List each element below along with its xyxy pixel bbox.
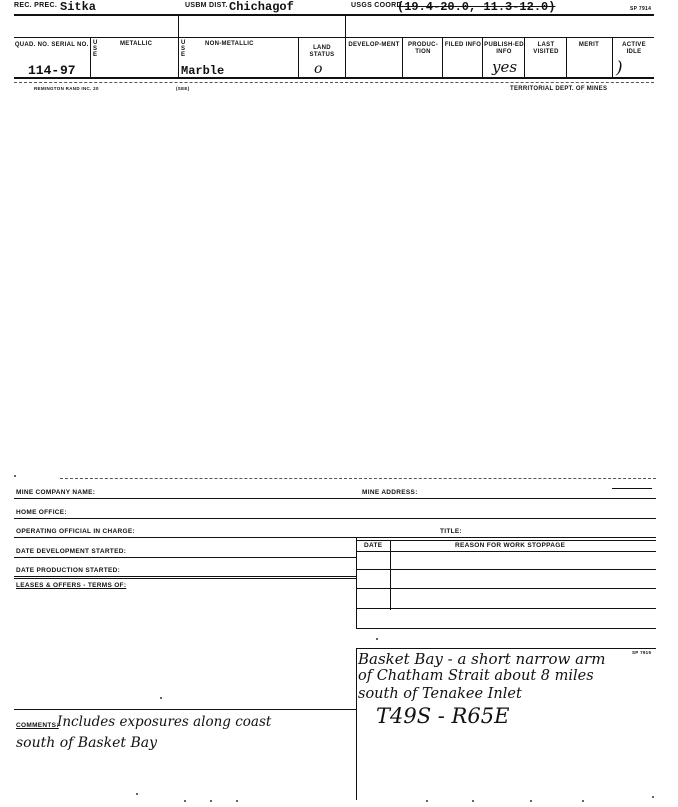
header-rule-bottom [14,77,654,79]
col-serial-header: SERIAL NO. [51,42,89,48]
reason-table-header-rule [356,551,656,552]
col-metallic-header: METALLIC [120,41,153,47]
home-office-label: HOME OFFICE: [16,509,67,516]
use-nonmetallic-marker: U S E [181,40,186,58]
rule-home-office [14,518,656,519]
reason-table-date-rule [390,540,391,610]
speck [160,697,162,699]
rec-prec-value: Sitka [60,0,97,14]
reason-row-rule [356,588,656,589]
date-development-label: DATE DEVELOPMENT STARTED: [16,548,127,555]
nonmetallic-value: Marble [181,64,225,78]
note-box-left-rule [356,648,357,800]
see-note: (SEE) [176,86,190,91]
use-metallic-marker: U S E [93,40,98,58]
speck [136,793,138,795]
col-divider [345,14,346,77]
published-info-value: yes [492,58,518,76]
note-box-rule-1 [356,628,656,629]
col-divider [402,37,403,77]
date-column-header: DATE [364,542,383,549]
col-land-status-header: LAND STATUS [309,45,335,58]
usgs-coord-value: (19.4-20.0, 11.3-12.0) [397,0,556,14]
col-divider [612,37,613,77]
speck [472,800,474,802]
usbm-dist-label: USBM DIST. [185,2,228,9]
mine-company-label: MINE COMPANY NAME: [16,489,96,496]
col-divider [524,37,525,77]
reason-table-left-rule [356,538,357,628]
note-box-rule-2 [356,648,656,649]
header-rule-top [14,14,654,16]
mine-address-label: MINE ADDRESS: [362,489,418,496]
col-published-info-header: PUBLISH-ED INFO [484,42,524,55]
col-quad-header: QUAD. NO. [14,42,50,48]
quad-value: 114- [28,63,60,78]
speck [236,800,238,802]
col-active-idle-header: ACTIVE IDLE [622,42,646,55]
col-divider [298,37,299,77]
speck [426,800,428,802]
department-name: TERRITORIAL DEPT. OF MINES [510,86,608,92]
col-development-header: DEVELOP-MENT [348,42,400,48]
col-filed-info-header: FILED INFO [444,42,482,48]
speck [530,800,532,802]
speck [652,796,654,798]
rule-date-prod-double [14,578,356,579]
stray-pen-mark [612,488,652,489]
usgs-coord-label: USGS COORD. [351,2,405,9]
form-code-top: SP 7914 [630,6,652,12]
speck [210,800,212,802]
col-last-visited-header: LAST VISITED [533,42,559,55]
serial-value: 97 [60,63,76,78]
operating-official-label: OPERATING OFFICIAL IN CHARGE: [16,528,135,535]
rule-official [14,537,656,538]
reason-column-header: REASON FOR WORK STOPPAGE [455,542,566,549]
bottom-card-top-edge [60,478,656,479]
leases-label: LEASES & OFFERS - TERMS OF: [16,582,127,589]
col-divider [90,37,91,77]
form-code-bottom: SP 7915 [632,650,652,655]
rule-date-dev [14,557,356,558]
header-rule-dash [14,82,654,83]
rule-official-double [356,540,656,541]
col-production-header: PRODUC-TION [407,42,439,55]
reason-row-rule [356,569,656,570]
rec-prec-label: REC. PREC. [14,2,58,9]
comments-line-2: south of Basket Bay [16,735,157,751]
location-note-line-1: Basket Bay - a short narrow arm [358,650,606,668]
location-note-line-2: of Chatham Strait about 8 miles [358,668,594,684]
col-nonmetallic-header: NON-METALLIC [205,41,254,47]
active-idle-value: ) [616,58,623,78]
rule-date-prod [14,576,356,577]
printer-credit: REMINGTON RAND INC. 20 [34,86,99,91]
comments-label: COMMENTS: [16,722,59,729]
usbm-dist-value: Chichagof [229,0,294,14]
township-range: T49S - R65E [376,704,510,728]
col-divider [442,37,443,77]
speck [376,638,378,640]
speck [582,800,584,802]
col-divider [178,14,179,77]
speck [14,475,16,477]
comments-line-1: Includes exposures along coast [57,714,272,730]
date-production-label: DATE PRODUCTION STARTED: [16,567,121,574]
col-divider [482,37,483,77]
header-rule-mid [14,37,654,38]
title-label: TITLE: [440,528,463,535]
rule-company [14,498,656,499]
speck [184,800,186,802]
land-status-value: o [314,61,323,77]
reason-row-rule [356,608,656,609]
location-note-line-3: south of Tenakee Inlet [358,686,522,702]
col-merit-header: MERIT [578,42,600,48]
comments-top-rule [14,709,356,710]
